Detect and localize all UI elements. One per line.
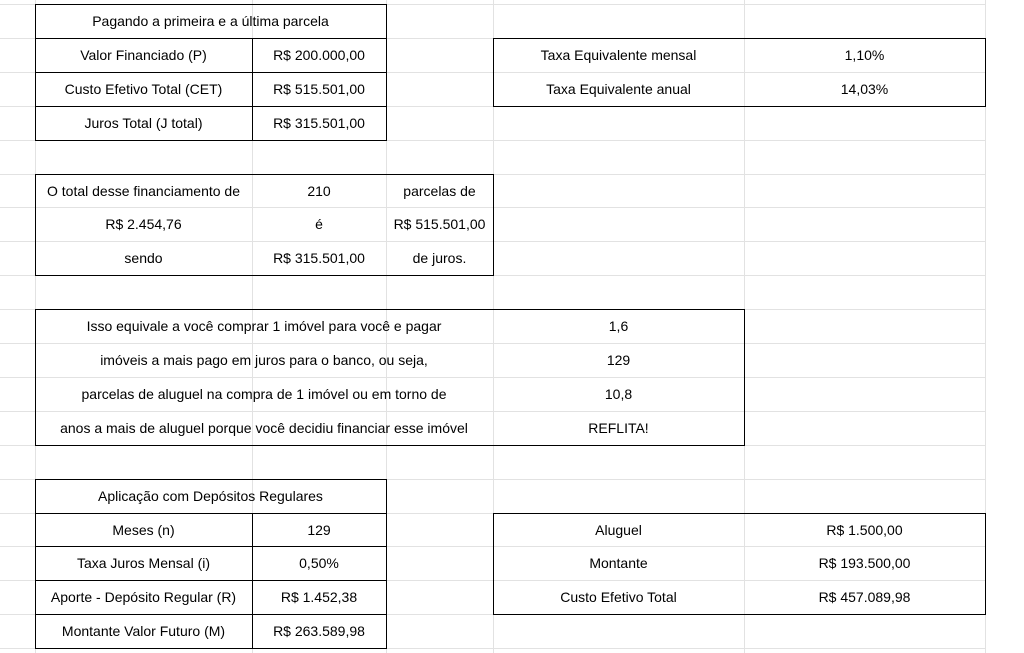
cell-border [35, 275, 494, 276]
taxa-value[interactable]: 1,10% [844, 47, 885, 63]
aplicacao-value[interactable]: R$ 263.589,98 [273, 623, 365, 639]
cell-border [35, 140, 387, 141]
financiamento-cell[interactable]: R$ 315.501,00 [273, 250, 365, 266]
financiamento-cell[interactable]: sendo [124, 250, 163, 266]
reflita-text[interactable]: Isso equivale a você comprar 1 imóvel para você e pagar [86, 318, 442, 334]
financiamento-cell[interactable]: R$ 2.454,76 [105, 216, 182, 232]
cell-border [386, 4, 387, 141]
aluguel-value[interactable]: R$ 1.500,00 [826, 521, 903, 538]
cell-border [35, 174, 494, 175]
reflita-value[interactable]: REFLITA! [588, 420, 649, 436]
reflita-text[interactable]: anos a mais de aluguel porque você decidiu financiar esse imóvel [60, 420, 468, 436]
parcela-label[interactable]: Valor Financiado (P) [80, 47, 207, 63]
cell-border [35, 309, 745, 310]
aplicacao-value[interactable]: 0,50% [299, 555, 339, 571]
aluguel-label[interactable]: Custo Efetivo Total [560, 589, 677, 605]
cell-border [35, 309, 36, 446]
section-title-parcela[interactable]: Pagando a primeira e a última parcela [92, 13, 329, 29]
financiamento-cell[interactable]: 210 [307, 182, 331, 199]
reflita-value[interactable]: 129 [606, 352, 631, 368]
cell-border [744, 309, 745, 446]
parcela-value[interactable]: R$ 515.501,00 [273, 81, 365, 97]
cell-border [493, 174, 494, 276]
aluguel-label[interactable]: Montante [589, 555, 648, 571]
cell-border [493, 513, 494, 615]
cell-border [493, 38, 986, 39]
cell-border [35, 106, 387, 107]
aplicacao-label[interactable]: Taxa Juros Mensal (i) [76, 555, 211, 571]
aluguel-label[interactable]: Aluguel [595, 521, 642, 538]
cell-border [35, 72, 387, 73]
cell-border [35, 546, 387, 547]
parcela-label[interactable]: Juros Total (J total) [84, 115, 203, 131]
financiamento-cell[interactable]: parcelas de [403, 182, 476, 199]
cell-border [985, 513, 986, 615]
cell-border [386, 479, 387, 649]
financiamento-cell[interactable]: O total desse financiamento de [46, 182, 240, 199]
cell-border [252, 38, 253, 141]
parcela-value[interactable]: R$ 315.501,00 [273, 115, 365, 131]
financiamento-cell[interactable]: é [315, 216, 323, 232]
aplicacao-label[interactable]: Aporte - Depósito Regular (R) [50, 589, 237, 605]
aplicacao-value[interactable]: R$ 1.452,38 [280, 589, 358, 605]
aluguel-value[interactable]: R$ 193.500,00 [818, 555, 911, 571]
cell-border [35, 4, 36, 141]
taxa-label[interactable]: Taxa Equivalente anual [546, 81, 691, 97]
reflita-value[interactable]: 1,6 [608, 318, 629, 334]
aplicacao-label[interactable]: Montante Valor Futuro (M) [61, 623, 226, 639]
reflita-text[interactable]: parcelas de aluguel na compra de 1 imóvel ou em torno de [81, 386, 447, 402]
parcela-value[interactable]: R$ 200.000,00 [273, 47, 365, 63]
reflita-value[interactable]: 10,8 [604, 386, 633, 402]
cell-border [493, 38, 494, 107]
financiamento-cell[interactable]: R$ 515.501,00 [393, 216, 486, 232]
cell-border [35, 614, 387, 615]
cell-border [35, 445, 745, 446]
cell-border [35, 479, 387, 480]
cell-border [35, 580, 387, 581]
cell-border [493, 513, 986, 514]
reflita-text[interactable]: imóveis a mais pago em juros para o banco, ou seja, [100, 352, 428, 368]
cell-border [35, 38, 387, 39]
cell-border [35, 513, 387, 514]
cell-border [35, 4, 387, 5]
section-title-aplicacao[interactable]: Aplicação com Depósitos Regulares [98, 488, 323, 504]
parcela-label[interactable]: Custo Efetivo Total (CET) [64, 81, 223, 97]
financiamento-cell[interactable]: de juros. [412, 250, 467, 266]
cell-border [35, 479, 36, 649]
cell-border [252, 513, 253, 649]
taxa-label[interactable]: Taxa Equivalente mensal [540, 47, 697, 63]
cell-border [985, 38, 986, 107]
cell-border [493, 106, 986, 107]
cell-border [493, 614, 986, 615]
aluguel-value[interactable]: R$ 457.089,98 [818, 589, 911, 605]
cell-border [35, 174, 36, 276]
taxa-value[interactable]: 14,03% [840, 81, 889, 97]
aplicacao-value[interactable]: 129 [307, 521, 331, 538]
cell-border [35, 648, 387, 649]
aplicacao-label[interactable]: Meses (n) [112, 521, 175, 538]
